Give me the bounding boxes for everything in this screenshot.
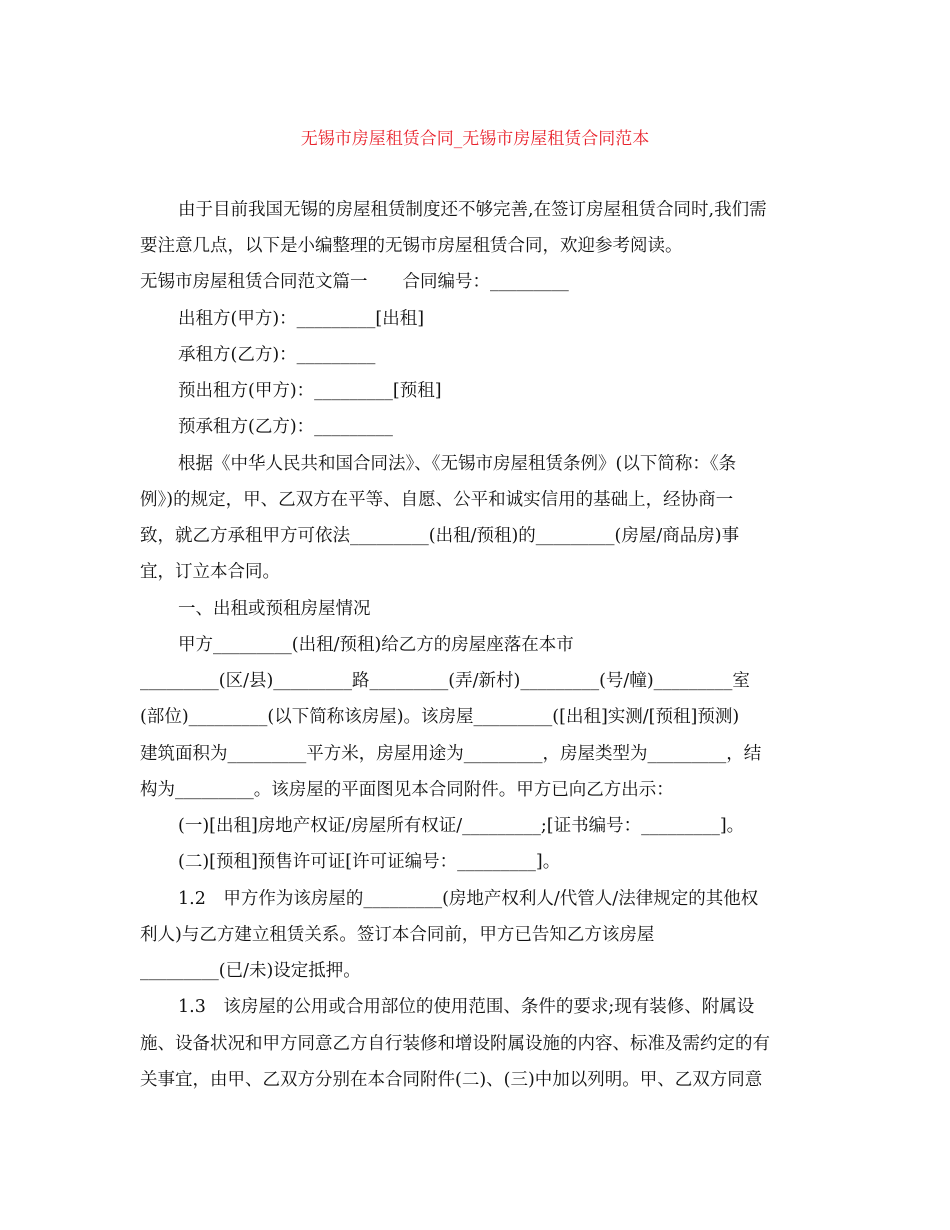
paragraph-line: 施、设备状况和甲方同意乙方自行装修和增设附属设施的内容、标准及需约定的有 [140,1034,770,1054]
paragraph-line: 1.2 甲方作为该房屋的_________(房地产权利人/代管人/法律规定的其他权 [178,889,759,909]
paragraph-line: 1.3 该房屋的公用或合用部位的使用范围、条件的要求;现有装修、附属设 [178,997,755,1017]
paragraph-line: 无锡市房屋租赁合同范文篇一 合同编号：_________ [140,272,569,292]
paragraph-line: (部位)_________(以下简称该房屋)。该房屋_________([出租]实测/[预租]预测) [140,707,740,727]
paragraph-line: 预出租方(甲方)：_________[预租] [178,381,442,401]
document-title: 无锡市房屋租赁合同_无锡市房屋租赁合同范本 [300,129,650,149]
paragraph-line: 由于目前我国无锡的房屋租赁制度还不够完善,在签订房屋租赁合同时,我们需 [178,200,767,220]
paragraph-line: 预承租方(乙方)：_________ [178,417,393,437]
paragraph-line: _________(区/县)_________路_________(弄/新村)_________(号/幢)_________室 [140,671,750,691]
section-heading: 一、出租或预租房屋情况 [178,599,371,619]
paragraph-line: 构为_________。该房屋的平面图见本合同附件。甲方已向乙方出示： [140,780,674,800]
paragraph-line: 致，就乙方承租甲方可依法_________(出租/预租)的_________(房屋/商品房)事 [140,526,740,546]
paragraph-line: 甲方_________(出租/预租)给乙方的房屋座落在本市 [178,635,574,655]
paragraph-line: 建筑面积为_________平方米，房屋用途为_________，房屋类型为_________，结 [140,744,762,764]
paragraph-line: 例》)的规定，甲、乙双方在平等、自愿、公平和诚实信用的基础上，经协商一 [140,490,734,510]
paragraph-line: _________(已/未)设定抵押。 [140,961,361,981]
paragraph-line: 宜，订立本合同。 [140,562,280,582]
paragraph-line: 出租方(甲方)：_________[出租] [178,309,425,329]
paragraph-line: (一)[出租]房地产权证/房屋所有权证/_________;[证书编号：_________]。 [178,816,745,836]
paragraph-line: 关事宜，由甲、乙双方分别在本合同附件(二)、(三)中加以列明。甲、乙双方同意 [140,1070,763,1090]
paragraph-line: 利人)与乙方建立租赁关系。签订本合同前，甲方已告知乙方该房屋 [140,925,655,945]
paragraph-line: (二)[预租]预售许可证[许可证编号：_________]。 [178,852,561,872]
paragraph-line: 根据《中华人民共和国合同法》、《无锡市房屋租赁条例》(以下简称：《条 [178,454,737,474]
paragraph-line: 承租方(乙方)：_________ [178,345,376,365]
paragraph-line: 要注意几点，以下是小编整理的无锡市房屋租赁合同，欢迎参考阅读。 [140,236,683,256]
